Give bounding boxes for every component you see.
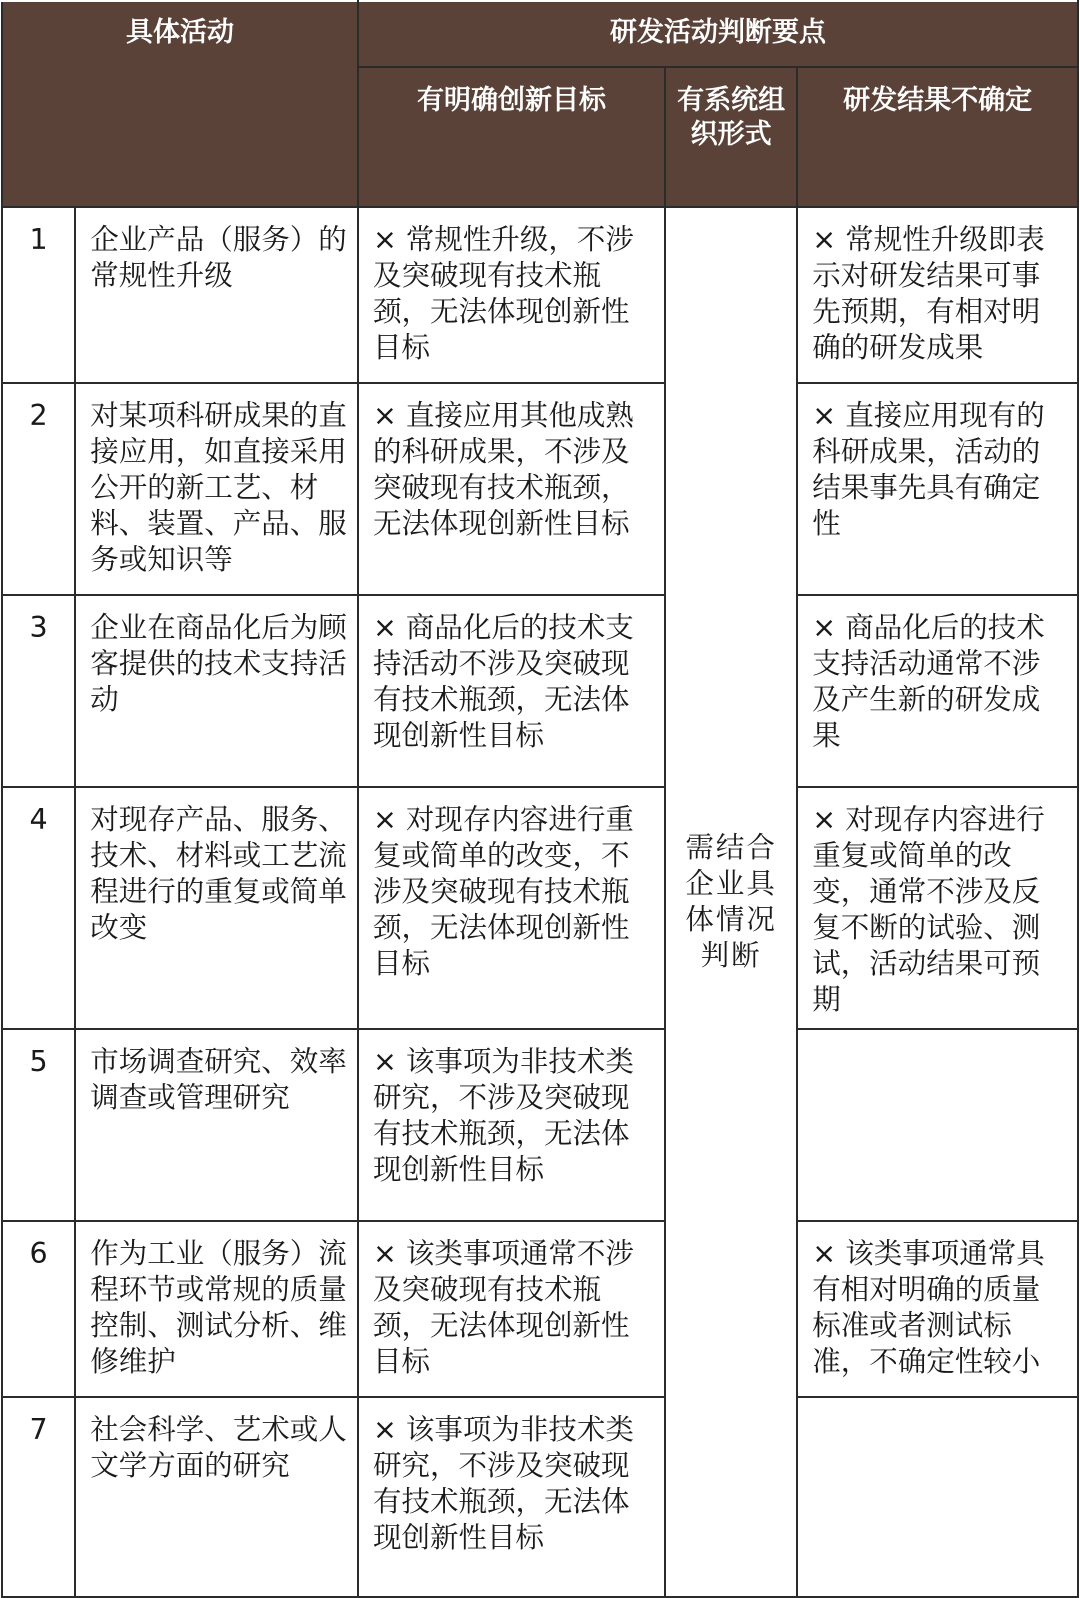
table-row — [2, 1397, 1078, 1597]
rd-activity-table — [1, 0, 1079, 1598]
table-row — [2, 1221, 1078, 1397]
header-activity: 具体活动 — [2, 1, 358, 207]
uncertain-cell — [797, 1397, 1078, 1597]
activity-cell: 作为工业（服务）流程环节或常规的质量控制、测试分析、维修维护 — [75, 1221, 358, 1397]
row-number: 2 — [2, 383, 75, 595]
header-criteria: 研发活动判断要点 — [358, 1, 1078, 67]
activity-cell: 社会科学、艺术或人文学方面的研究 — [75, 1397, 358, 1597]
header-systematic: 有系统组织形式 — [665, 67, 797, 207]
goal-cell: × 对现存内容进行重复或简单的改变，不涉及突破现有技术瓶颈，无法体现创新性目标 — [358, 787, 665, 1029]
goal-cell: × 该事项为非技术类研究，不涉及突破现有技术瓶颈，无法体现创新性目标 — [358, 1029, 665, 1221]
activity-cell: 对某项科研成果的直接应用，如直接采用公开的新工艺、材料、装置、产品、服务或知识等 — [75, 383, 358, 595]
row-number: 3 — [2, 595, 75, 787]
row-number: 4 — [2, 787, 75, 1029]
goal-cell: × 该类事项通常不涉及突破现有技术瓶颈，无法体现创新性目标 — [358, 1221, 665, 1397]
uncertain-cell: × 该类事项通常具有相对明确的质量标准或者测试标准，不确定性较小 — [797, 1221, 1078, 1397]
activity-cell: 对现存产品、服务、技术、材料或工艺流程进行的重复或简单改变 — [75, 787, 358, 1029]
activity-cell: 企业在商品化后为顾客提供的技术支持活动 — [75, 595, 358, 787]
activity-cell: 企业产品（服务）的常规性升级 — [75, 207, 358, 383]
row-number: 7 — [2, 1397, 75, 1597]
uncertain-cell: × 商品化后的技术支持活动通常不涉及产生新的研发成果 — [797, 595, 1078, 787]
uncertain-cell — [797, 1029, 1078, 1221]
table-row — [2, 787, 1078, 1029]
header-uncertain: 研发结果不确定 — [797, 67, 1078, 207]
goal-cell: × 常规性升级，不涉及突破现有技术瓶颈，无法体现创新性目标 — [358, 207, 665, 383]
table-row — [2, 383, 1078, 595]
goal-cell: × 该事项为非技术类研究，不涉及突破现有技术瓶颈，无法体现创新性目标 — [358, 1397, 665, 1597]
systematic-note-cell: 需结合企业具体情况判断 — [665, 207, 797, 1597]
activity-cell: 市场调查研究、效率调查或管理研究 — [75, 1029, 358, 1221]
table-row — [2, 207, 1078, 383]
header-goal: 有明确创新目标 — [358, 67, 665, 207]
table-row — [2, 595, 1078, 787]
row-number: 1 — [2, 207, 75, 383]
uncertain-cell: × 常规性升级即表示对研发结果可事先预期，有相对明确的研发成果 — [797, 207, 1078, 383]
table-row — [2, 1029, 1078, 1221]
row-number: 5 — [2, 1029, 75, 1221]
uncertain-cell: × 直接应用现有的科研成果，活动的结果事先具有确定性 — [797, 383, 1078, 595]
goal-cell: × 直接应用其他成熟的科研成果，不涉及突破现有技术瓶颈，无法体现创新性目标 — [358, 383, 665, 595]
row-number: 6 — [2, 1221, 75, 1397]
uncertain-cell: × 对现存内容进行重复或简单的改变，通常不涉及反复不断的试验、测试，活动结果可预期 — [797, 787, 1078, 1029]
goal-cell: × 商品化后的技术支持活动不涉及突破现有技术瓶颈，无法体现创新性目标 — [358, 595, 665, 787]
